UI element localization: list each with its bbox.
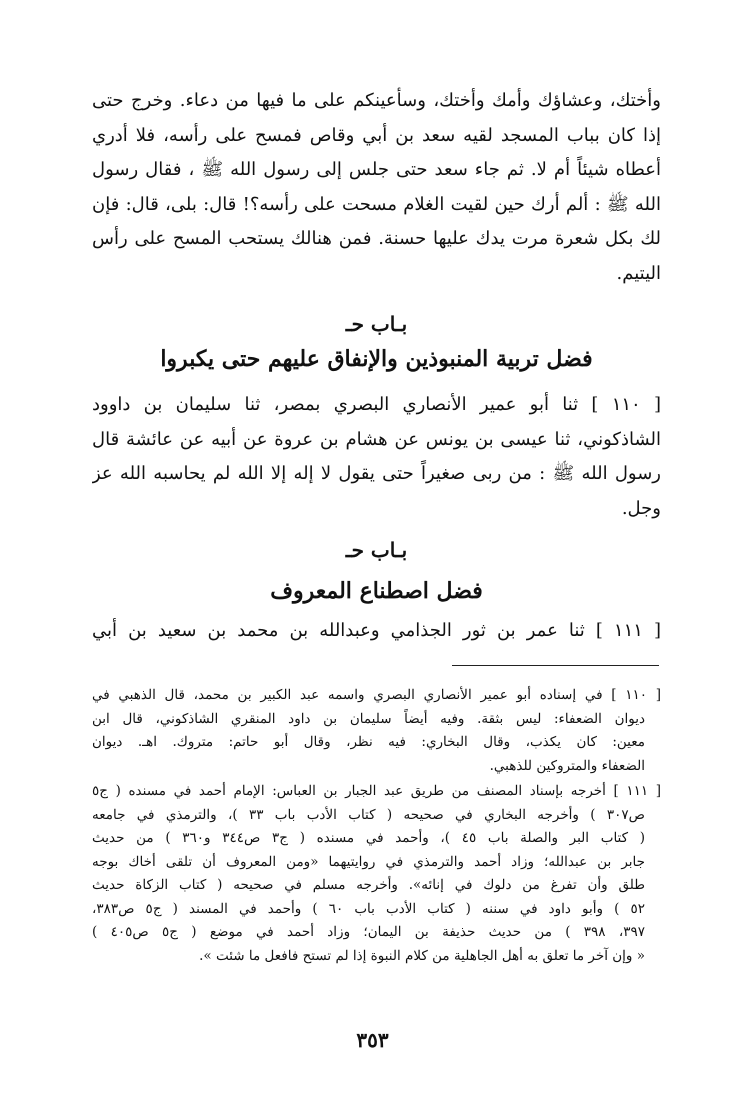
text-line: إذا كان بباب المسجد لقيه سعد بن أبي وقاص فمسح على رأسه، فلا أدري xyxy=(92,124,661,146)
footnote-line: ديوان الضعفاء: ليس بثقة. وفيه أيضاً سليمان بن داود المنقري الشاذكوني، قال ابن xyxy=(92,710,645,727)
footnote-line: طلق وأن تفرغ من دلوك في إنائه». وأخرجه مسلم في صحيحه ( كتاب الزكاة حديث xyxy=(92,877,645,893)
text-line: رسول الله ﷺ : من ربى صغيراً حتى يقول لا إله إلا الله لم يحاسبه الله عز xyxy=(92,463,661,484)
footnote-line: جابر بن عبدالله؛ وزاد أحمد والترمذي في روايتيهما «ومن المعروف أن تلقى أخاك بوجه xyxy=(92,853,645,870)
footnote-110 xyxy=(92,684,661,778)
page-number: ٣٥٣ xyxy=(356,1028,389,1052)
text-line: وأختك، وعشاؤك وأمك وأختك، وسأعينكم على ما فيها من دعاء. وخرج حتى xyxy=(92,90,661,111)
text-line: [ ١١٠ ] ثنا أبو عمير الأنصاري البصري بمصر، ثنا سليمان بن داوود xyxy=(92,394,661,415)
text-line: الشاذكوني، ثنا عيسى بن يونس عن هشام بن عروة عن أبيه عن عائشة قال xyxy=(92,428,661,450)
footnote-line: [ ١١١ ] أخرجه بإسناد المصنف من طريق عبد الجبار بن العباس: الإمام أحمد في مسنده ( ج٥ xyxy=(92,783,661,799)
footnotes xyxy=(92,684,661,970)
text-line: الله ﷺ : ألم أرك حين لقيت الغلام مسحت على رأسه؟! قال: بلى، قال: فإن xyxy=(92,193,661,215)
text-line: لك بكل شعرة مرت يدك عليها حسنة. فمن هنالك يستحب المسح على رأس xyxy=(92,228,661,249)
text-line: اليتيم. xyxy=(616,262,661,284)
footnote-line: [ ١١٠ ] في إسناده أبو عمير الأنصاري البصري واسمه عبد الكبير بن محمد، قال الذهبي في xyxy=(92,687,661,703)
text-line: [ ١١١ ] ثنا عمر بن ثور الجذامي وعبدالله بن محمد بن سعيد بن أبي xyxy=(92,620,661,641)
text-line: وجل. xyxy=(621,497,661,519)
footnote-line: الضعفاء والمتروكين للذهبي. xyxy=(489,757,645,774)
footnote-line: ٣٩٧، ٣٩٨ ) من حديث حذيفة بن اليمان؛ وزاد أحمد في موضع ( ج٥ ص٤٠٥ ) xyxy=(92,924,645,940)
footnote-divider xyxy=(452,665,659,666)
footnote-111 xyxy=(92,780,661,968)
hadith-paragraph xyxy=(92,614,661,649)
footnote-line: ص٣٠٧ ) وأخرجه البخاري في صحيحه ( كتاب الأدب باب ٣٣ )، والترمذي في جامعه xyxy=(92,806,645,823)
chapter-label: بـاب حـ xyxy=(345,538,408,562)
text-line: أعطاه شيئاً أم لا. ثم جاء سعد حتى جلس إلى رسول الله ﷺ ، فقال رسول xyxy=(92,159,661,180)
chapter-label: بـاب حـ xyxy=(345,312,408,336)
paragraph-continuation xyxy=(92,84,661,291)
chapter-title: فضل اصطناع المعروف xyxy=(270,578,483,604)
footnote-line: ٥٢ ) وأبو داود في سننه ( كتاب الأدب باب ٦٠ ) وأحمد في المسند ( ج٥ ص٣٨٣، xyxy=(92,900,645,917)
hadith-paragraph xyxy=(92,388,661,526)
footnote-line: ( كتاب البر والصلة باب ٤٥ )، وأحمد في مسنده ( ج٣ ص٣٤٤ و٣٦٠ ) من حديث xyxy=(92,830,646,846)
chapter-title: فضل تربية المنبوذين والإنفاق عليهم حتى يكبروا xyxy=(160,346,593,372)
footnote-line: « وإن آخر ما تعلق به أهل الجاهلية من كلام النبوة إذا لم تستح فافعل ما شئت ». xyxy=(199,947,645,964)
footnote-line: معين: كان يكذب، وقال البخاري: فيه نظر، وقال أبو حاتم: متروك. اهـ. ديوان xyxy=(92,734,645,750)
